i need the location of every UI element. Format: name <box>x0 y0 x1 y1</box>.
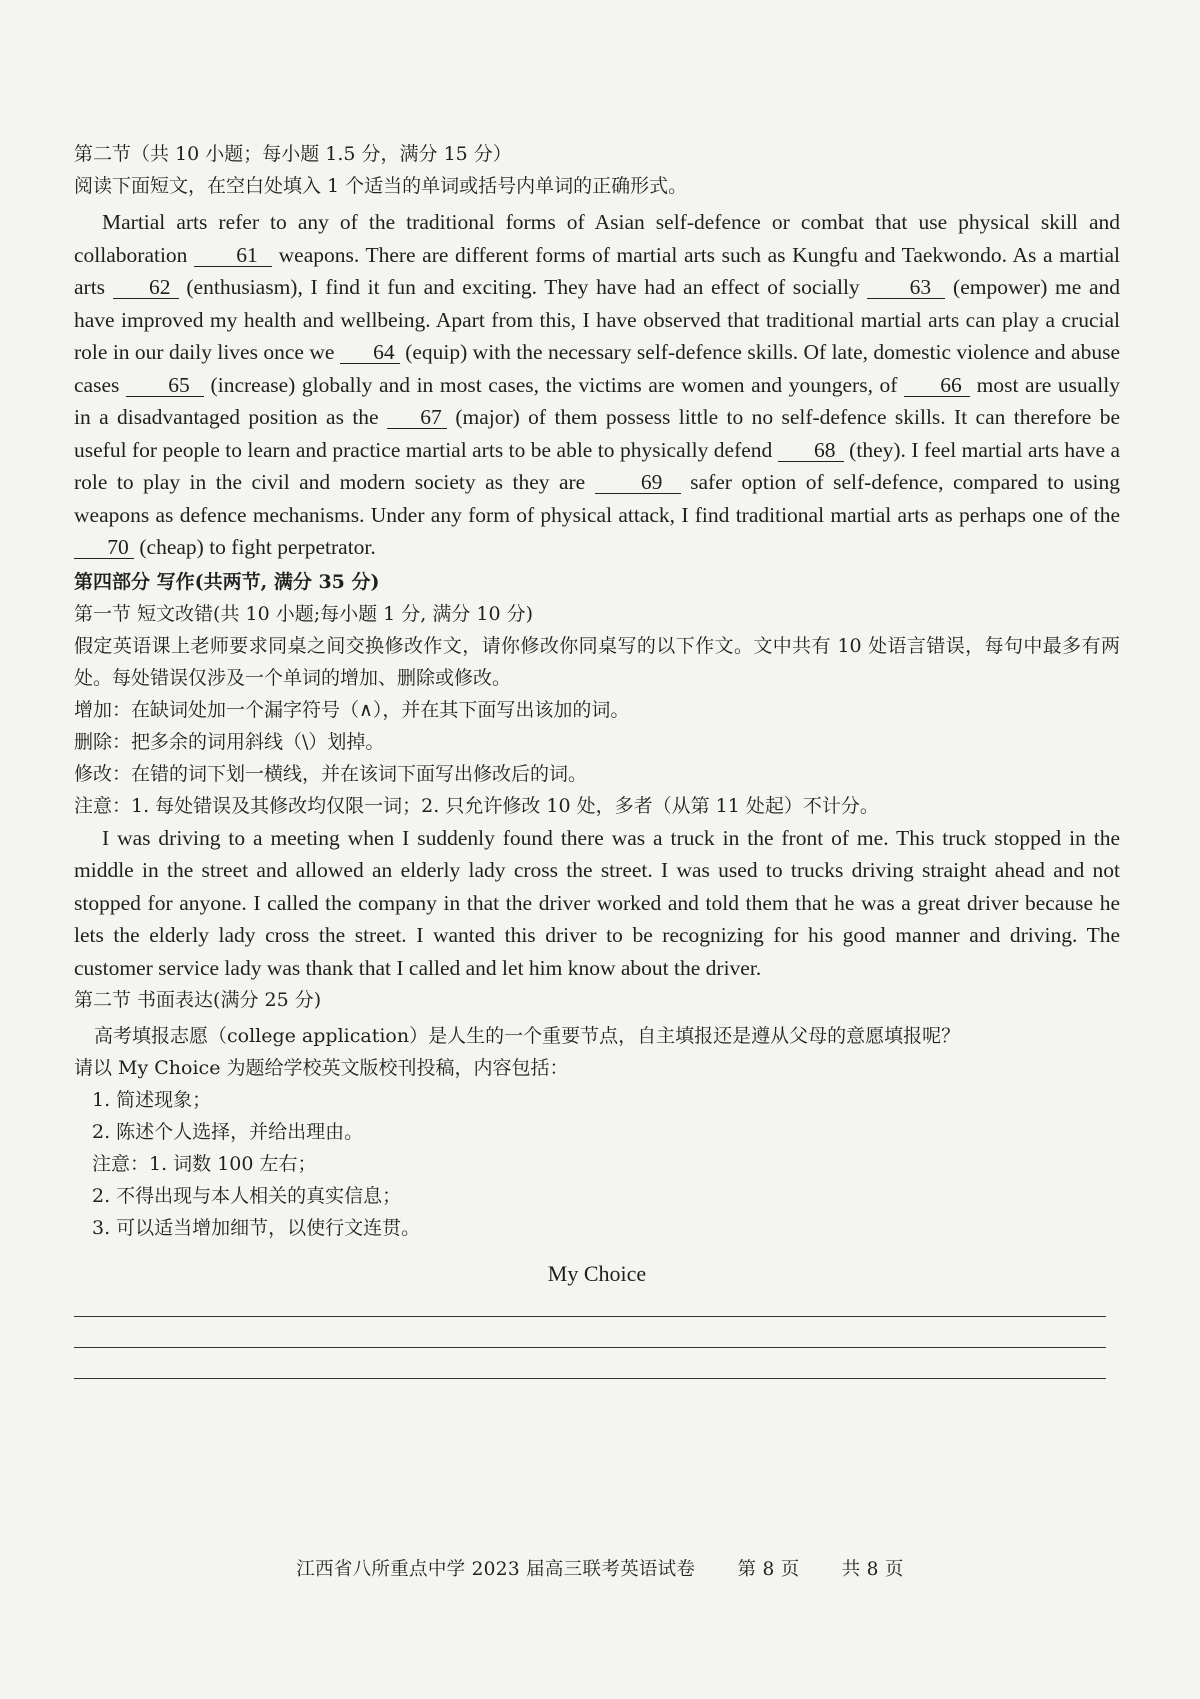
page-number: 第 8 页 <box>737 1559 800 1580</box>
passage-text: Martial arts refer to any of the traditional forms of Asian self-defence or combat that use physical skill and collaboration <box>74 210 1120 267</box>
blank-61: 61 <box>194 244 272 267</box>
page-total: 共 8 页 <box>841 1559 904 1580</box>
passage-text: (enthusiasm), I find it fun and exciting. They have had an effect of socially <box>178 275 868 299</box>
modify-rule: 修改：在错的词下划一横线，并在该词下面写出修改后的词。 <box>74 762 588 785</box>
passage-text: (major) of them possess little to no self-defence skills. It can therefore be useful for people to learn and practice martial arts to be able to physically defend <box>74 405 1120 462</box>
part4-section2-heading: 第二节 书面表达(满分 25 分) <box>74 989 322 1011</box>
section2-heading: 第二节（共 10 小题；每小题 1.5 分，满分 15 分） <box>74 143 512 165</box>
passage-text: (empower) me and have improved my health and wellbeing. Apart from this, I have observed that traditional martial arts can play a crucial role in our daily lives once we <box>74 275 1121 364</box>
blank-62: 62 <box>113 276 179 299</box>
essay-title: My Choice <box>547 1261 647 1286</box>
writing-item-1: 1. 简述现象； <box>92 1089 212 1111</box>
blank-70: 70 <box>74 536 134 559</box>
correction-note: 注意：1. 每处错误及其修改均仅限一词；2. 只允许修改 10 处，多者（从第 11 处起）不计分。 <box>74 794 879 817</box>
part4-section1-intro: 假定英语课上老师要求同桌之间交换修改作文，请你修改你同桌写的以下作文。文中共有 10 处语言错误，每句中最多有两处。每处错误仅涉及一个单词的增加、删除或修改。 <box>74 634 1120 689</box>
passage-text: (increase) globally and in most cases, the victims are women and youngers, of <box>203 372 905 397</box>
blank-68: 68 <box>778 439 844 462</box>
blank-67: 67 <box>387 406 447 429</box>
writing-note-1: 注意：1. 词数 100 左右； <box>92 1153 317 1175</box>
passage-text: weapons. There are different forms of martial arts such as Kungfu and Taekwondo. As a martial arts <box>74 242 1120 299</box>
writing-item-2: 2. 陈述个人选择，并给出理由。 <box>92 1121 364 1143</box>
answer-line <box>74 1347 1106 1348</box>
writing-instruction: 请以 My Choice 为题给学校英文版校刊投稿，内容包括： <box>74 1057 569 1079</box>
correction-passage: I was driving to a meeting when I suddenly found there was a truck in the front of me. This truck stopped in the middle in the street and allowed an elderly lady cross the street. I was used to trucks driving straight ahead and not stopped for anyone. I called the company in that the driver worked and told them that he was a great driver because he lets the elderly lady cross the street. I wanted this driver to be recognizing for his good manner and driving. The customer service lady was thank that I called and let him know about the driver. <box>74 825 1120 980</box>
blank-66: 66 <box>904 374 970 397</box>
cloze-passage <box>74 206 1120 564</box>
passage-text: (cheap) to fight perpetrator. <box>134 535 376 559</box>
blank-65: 65 <box>126 374 204 397</box>
part4-heading: 第四部分 写作(共两节, 满分 35 分) <box>74 570 380 593</box>
writing-note-2: 2. 不得出现与本人相关的真实信息； <box>92 1185 402 1207</box>
passage-text: safer option of self-defence, compared to using weapons as defence mechanisms. Under any form of physical attack, I find traditional martial arts as perhaps one of the <box>74 470 1120 527</box>
add-rule: 增加：在缺词处加一个漏字符号（∧），并在其下面写出该加的词。 <box>74 698 630 721</box>
writing-prompt: 高考填报志愿（college application）是人生的一个重要节点，自主填报还是遵从父母的意愿填报呢？ <box>94 1025 961 1047</box>
passage-text: (equip) with the necessary self-defence skills. Of late, domestic violence and abuse cases <box>74 340 1120 397</box>
blank-64: 64 <box>340 341 400 364</box>
writing-note-3: 3. 可以适当增加细节，以使行文连贯。 <box>92 1217 421 1239</box>
part4-section1-heading: 第一节 短文改错(共 10 小题;每小题 1 分, 满分 10 分) <box>74 602 534 625</box>
answer-line <box>74 1378 1106 1379</box>
answer-line <box>74 1316 1106 1317</box>
exam-name: 江西省八所重点中学 2023 届高三联考英语试卷 <box>296 1559 696 1580</box>
section2-instruction: 阅读下面短文，在空白处填入 1 个适当的单词或括号内单词的正确形式。 <box>74 175 688 197</box>
passage-text: most are usually in a disadvantaged position as the <box>74 372 1120 429</box>
blank-63: 63 <box>867 276 945 299</box>
delete-rule: 删除：把多余的词用斜线（\）划掉。 <box>74 730 385 753</box>
page-footer <box>0 1555 1200 1581</box>
blank-69: 69 <box>595 471 681 494</box>
passage-text: (they). I feel martial arts have a role to play in the civil and modern society as they are <box>74 437 1121 494</box>
